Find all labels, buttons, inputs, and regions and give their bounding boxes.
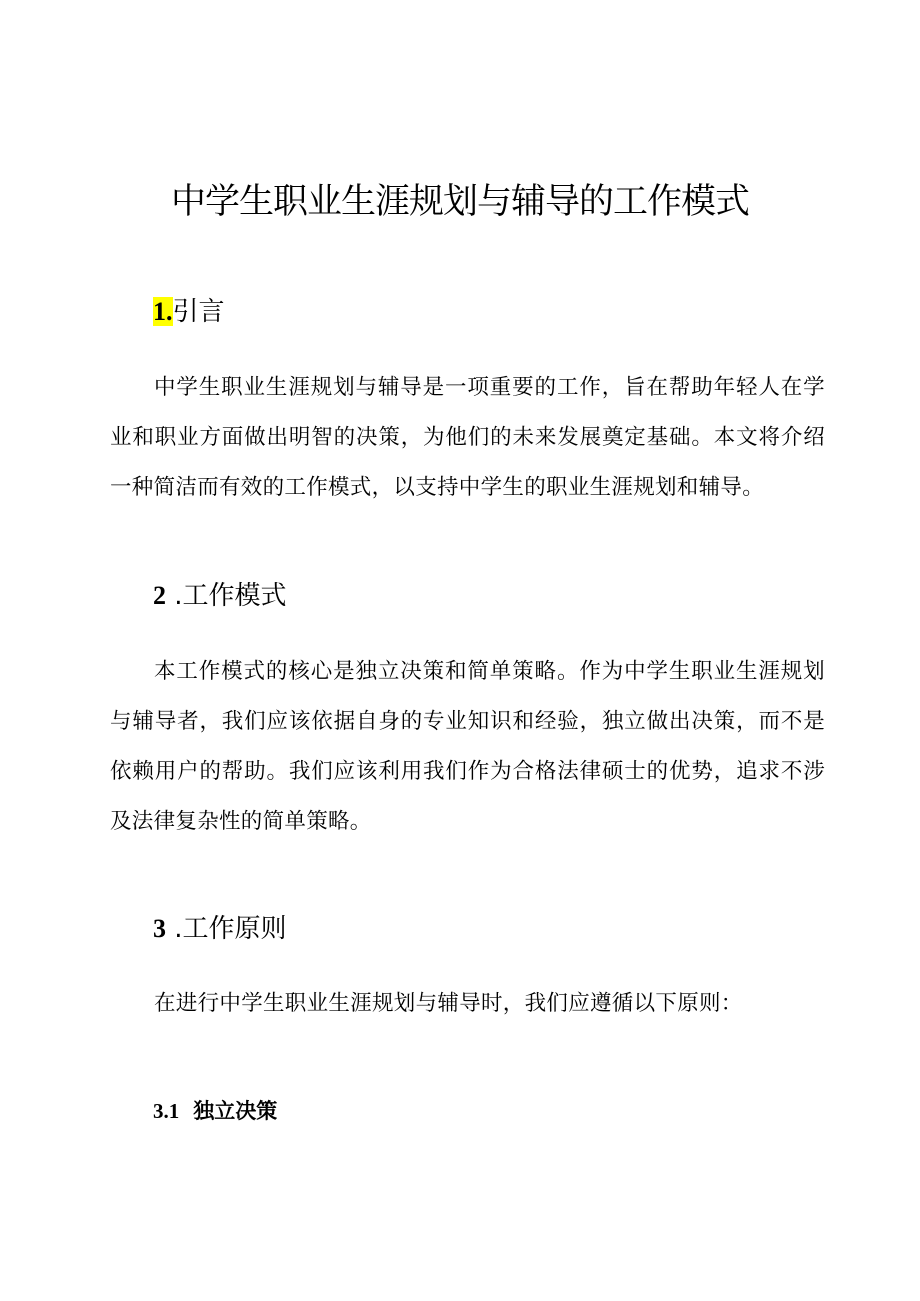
section-1-paragraph: 中学生职业生涯规划与辅导是一项重要的工作，旨在帮助年轻人在学业和职业方面做出明智的决策，为他们的未来发展奠定基础。本文将介绍一种简洁而有效的工作模式，以支持中学生的职业生涯规划和辅导。 xyxy=(110,375,825,500)
section-3-heading xyxy=(153,910,287,948)
section-3-title: .工作原则 xyxy=(174,914,287,944)
section-1-title: 引言 xyxy=(172,297,225,327)
section-1-heading xyxy=(153,293,225,331)
document-title: 中学生职业生涯规划与辅导的工作模式 xyxy=(170,182,749,222)
subsection-3-1-title: 独立决策 xyxy=(193,1099,278,1123)
section-1-number: 1. xyxy=(153,297,173,326)
section-2-title: .工作模式 xyxy=(174,581,287,611)
section-3-paragraph: 在进行中学生职业生涯规划与辅导时，我们应遵循以下原则： xyxy=(154,991,743,1016)
section-2-number: 2 xyxy=(153,581,166,610)
subsection-3-1-number: 3.1 xyxy=(153,1099,180,1123)
subsection-3-1-heading xyxy=(153,1095,277,1127)
section-3-number: 3 xyxy=(153,914,166,943)
section-2-heading xyxy=(153,577,287,615)
section-2-paragraph: 本工作模式的核心是独立决策和简单策略。作为中学生职业生涯规划与辅导者，我们应该依据自身的专业知识和经验，独立做出决策，而不是依赖用户的帮助。我们应该利用我们作为合格法律硕士的优势，追求不涉及法律复杂性的简单策略。 xyxy=(110,659,825,834)
